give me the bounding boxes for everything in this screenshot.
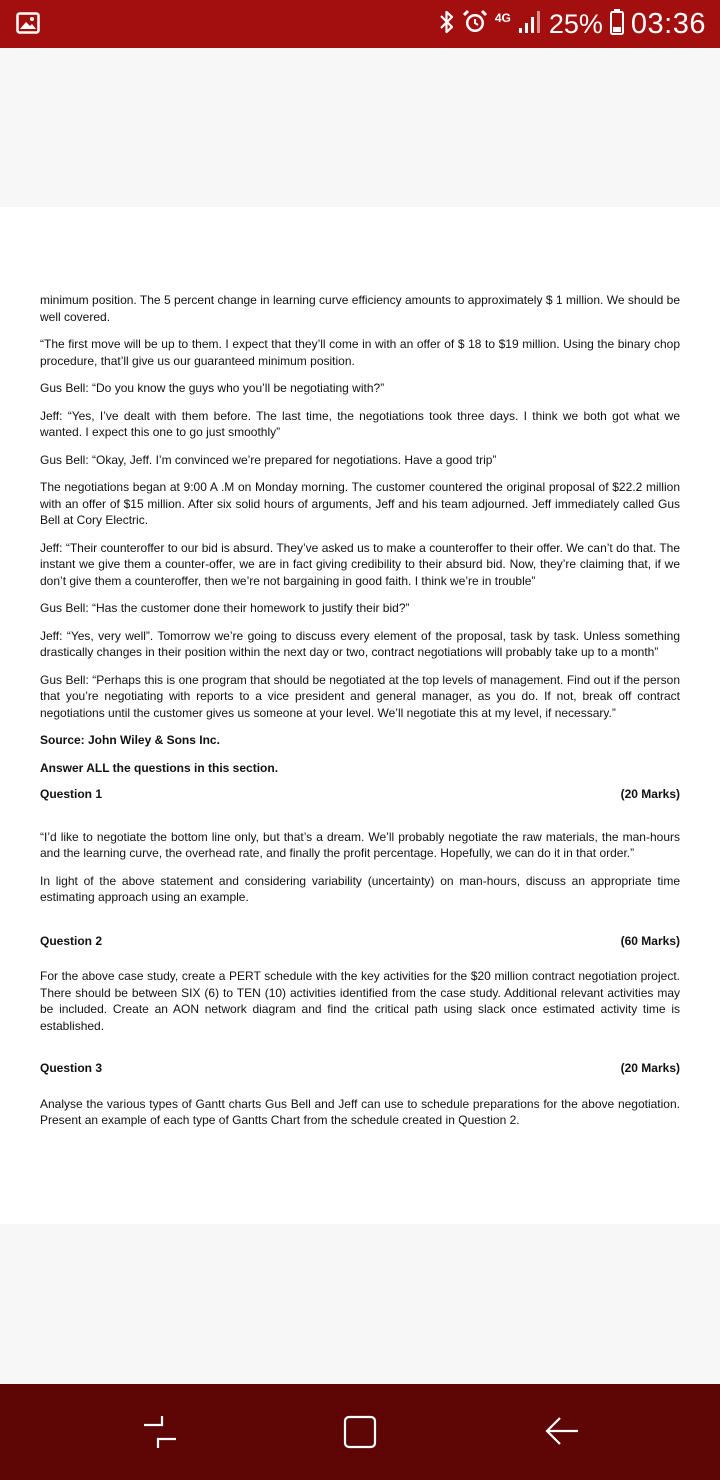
paragraph: The negotiations began at 9:00 A .M on Monday morning. The customer countered the original proposal of $22.2 million with an offer of $15 million. After six solid hours of arguments, Jeff and his team adjourned. Jeff immediately called Gus Bell at Cory Electric. — [40, 480, 680, 527]
recent-apps-icon — [138, 1410, 182, 1454]
question-marks: (20 Marks) — [620, 787, 680, 801]
instruction-line: Answer ALL the questions in this section. — [40, 760, 279, 775]
home-button[interactable] — [338, 1410, 382, 1454]
paragraph: Gus Bell: “Has the customer done their homework to justify their bid?” — [40, 601, 410, 615]
source-line: Source: John Wiley & Sons Inc. — [40, 733, 220, 747]
question-marks: (60 Marks) — [620, 933, 680, 948]
alarm-icon — [462, 9, 488, 40]
battery-percent: 25% — [548, 9, 603, 39]
viewer-background-bottom — [0, 1224, 720, 1384]
paragraph: Jeff: “Yes, very well”. Tomorrow we’re going to discuss every element of the proposal, task by task. Unless something drastically changes in their position within the next day or two, contract negotiations will probably take up to a month” — [40, 628, 680, 659]
paragraph: “The first move will be up to them. I expect that they’ll come in with an offer of $ 18 to $19 million. Using the binary chop procedure, that’ll give us our guaranteed minimum position. — [40, 337, 680, 368]
navigation-bar — [0, 1384, 720, 1480]
network-type: 4G — [494, 11, 511, 25]
paragraph: minimum position. The 5 percent change in learning curve efficiency amounts to approximately $ 1 million. We should be well covered. — [40, 293, 680, 324]
question-title: Question 3 — [40, 1061, 103, 1075]
question-2-text: For the above case study, create a PERT schedule with the key activities for the $20 million contract negotiation project. There should be between SIX (6) to TEN (10) activities identified from the case study. Additional relevant activities may be included. Create an AON network diagram and find the critical path using slack once estimated activity time is established. — [40, 969, 680, 1033]
paragraph: Jeff: “Yes, I’ve dealt with them before. The last time, the negotiations took three days. I think we both got what we wanted. I expect this one to go just smoothly” — [40, 408, 680, 439]
document-text — [40, 292, 680, 1140]
back-icon — [540, 1410, 584, 1454]
question-1-text: In light of the above statement and considering variability (uncertainty) on man-hours, discuss an appropriate time estimating approach using an example. — [40, 873, 680, 904]
viewer-background-top — [0, 48, 720, 207]
question-title: Question 1 — [40, 787, 103, 801]
status-bar — [0, 0, 720, 48]
question-title: Question 2 — [40, 933, 103, 948]
document-page[interactable] — [0, 207, 720, 1224]
image-notification-icon — [16, 12, 40, 39]
recent-apps-button[interactable] — [138, 1410, 182, 1454]
question-3-header — [40, 1060, 680, 1077]
question-1-quote: “I’d like to negotiate the bottom line only, but that’s a dream. We’ll probably negotiate the raw materials, the man-hours and the learning curve, the overhead rate, and finally the profit percentage. Hopefully, we can do it in that order.” — [40, 829, 680, 860]
clock: 03:36 — [630, 8, 706, 40]
battery-icon — [610, 9, 624, 40]
question-3-text: Analyse the various types of Gantt charts Gus Bell and Jeff can use to schedule preparations for the above negotiation. Present an example of each type of Gantts Chart from the schedule created in Question 2. — [40, 1096, 680, 1127]
paragraph: Jeff: “Their counteroffer to our bid is absurd. They’ve asked us to make a counteroffer to their offer. We can’t do that. The instant we give them a counter-offer, we are in fact giving credibility to their absurd bid. Now, they’re claiming that, if we don’t give them a counteroffer, then we’re not bargaining in good faith. I think we’re in trouble” — [40, 540, 680, 588]
question-1-header — [40, 786, 680, 803]
paragraph: Gus Bell: “Okay, Jeff. I’m convinced we’re prepared for negotiations. Have a good trip” — [40, 452, 497, 467]
question-marks: (20 Marks) — [620, 1061, 680, 1075]
home-icon — [338, 1410, 382, 1454]
paragraph: Gus Bell: “Do you know the guys who you’ll be negotiating with?” — [40, 381, 385, 395]
back-button[interactable] — [540, 1410, 584, 1454]
bluetooth-icon — [439, 9, 455, 40]
paragraph: Gus Bell: “Perhaps this is one program that should be negotiated at the top levels of management. Find out if the person that you’re negotiating with reports to a vice president and general manager, as you do. If not, break off contract negotiations until the customer gives us someone at your level. We’ll negotiate this at my level, if necessary.” — [40, 672, 680, 720]
question-2-header — [40, 933, 680, 950]
signal-icon — [518, 10, 542, 39]
